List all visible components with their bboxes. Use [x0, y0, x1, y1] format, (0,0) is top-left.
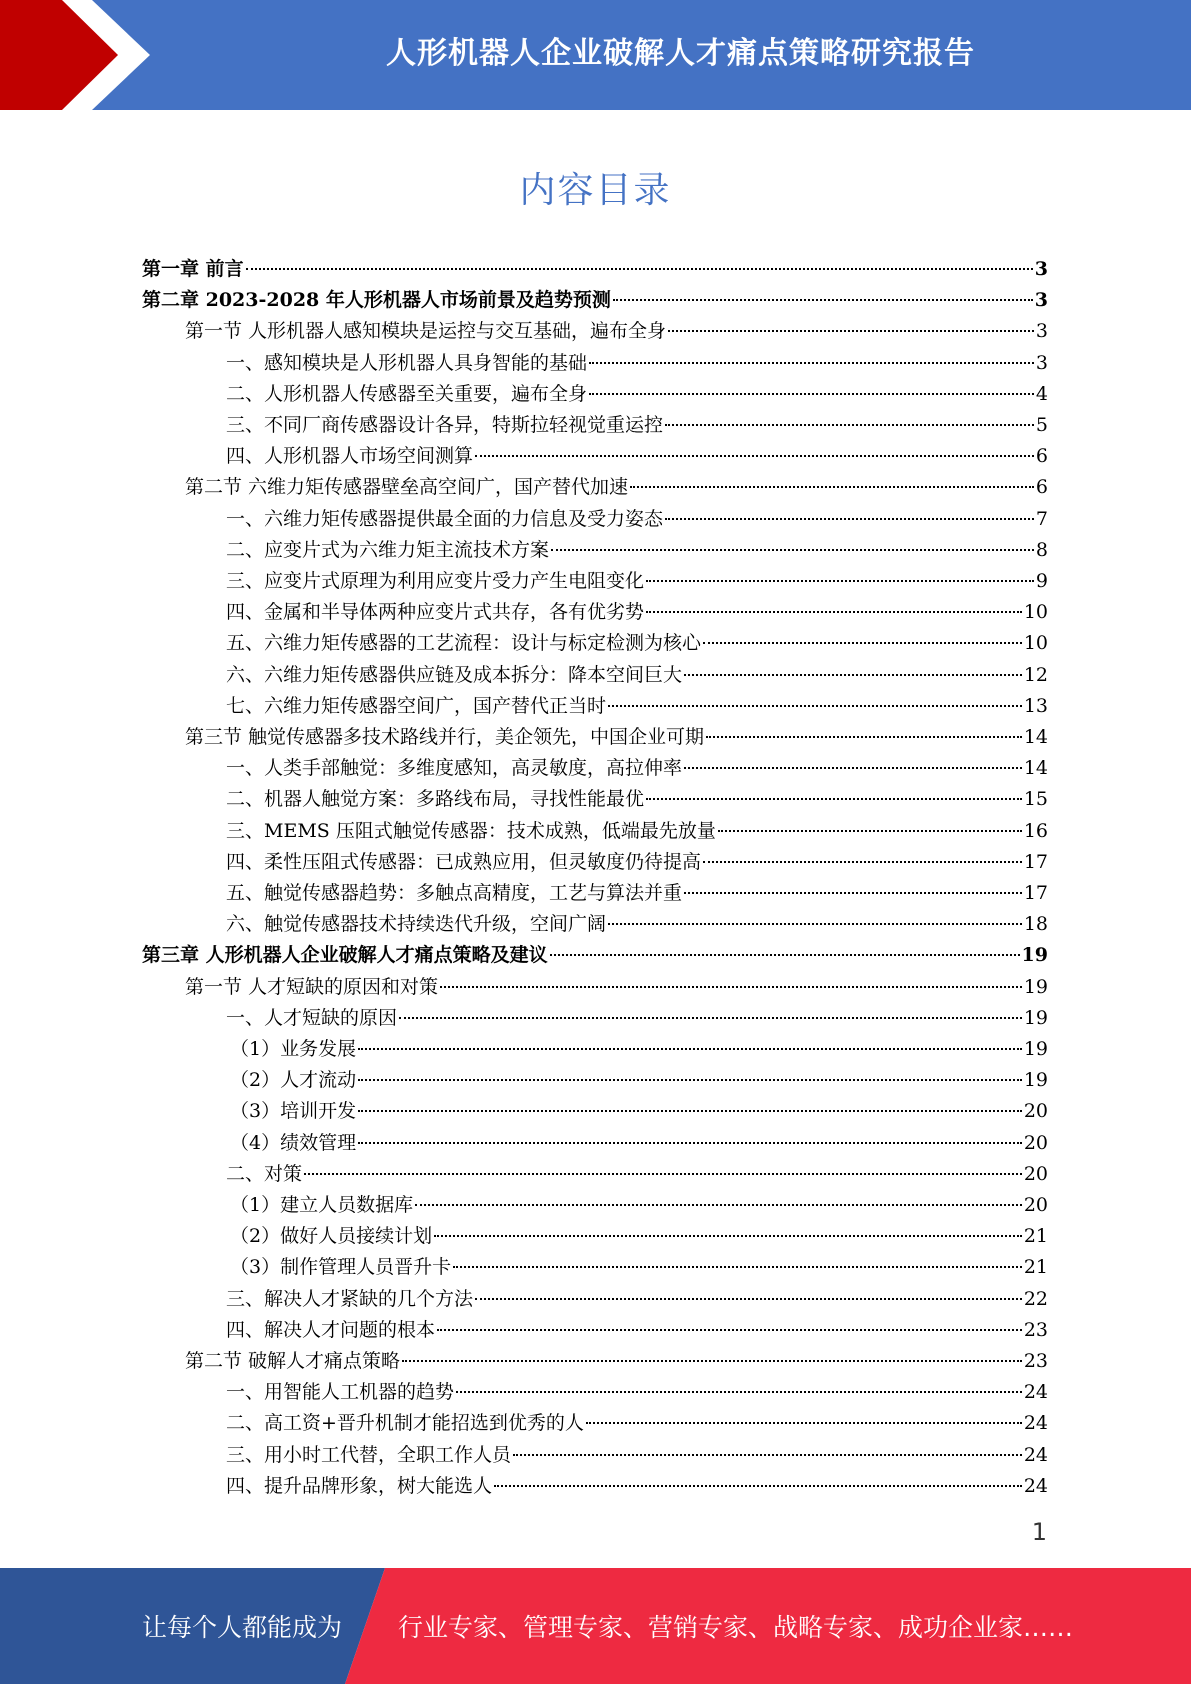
footer-band — [0, 1568, 1191, 1684]
toc-entry[interactable] — [185, 316, 1048, 347]
toc-entry[interactable] — [185, 972, 1048, 1003]
toc-dot-leader — [513, 1454, 1022, 1456]
toc-dot-leader — [718, 830, 1022, 832]
toc-entry-title: 四、提升品牌形象，树大能选人 — [226, 1474, 493, 1497]
toc-entry[interactable] — [230, 1128, 1048, 1159]
toc-entry[interactable] — [226, 1284, 1048, 1315]
toc-entry-title: 三、应变片式原理为利用应变片受力产生电阻变化 — [226, 570, 645, 592]
toc-entry[interactable] — [226, 753, 1048, 784]
toc-entry-title: 第一章 前言 — [142, 258, 244, 280]
toc-entry-title: 四、柔性压阻式传感器：已成熟应用，但灵敏度仍待提高 — [226, 850, 702, 873]
toc-entry-title: 一、感知模块是人形机器人具身智能的基础 — [226, 351, 588, 374]
toc-entry[interactable] — [226, 1159, 1048, 1190]
toc-entry-title: 五、六维力矩传感器的工艺流程：设计与标定检测为核心 — [226, 632, 702, 655]
toc-entry-page: 20 — [1023, 1162, 1048, 1185]
toc-entry-title: （2）做好人员接续计划 — [230, 1225, 433, 1248]
toc-entry[interactable] — [226, 379, 1048, 410]
toc-entry-title: 三、用小时工代替，全职工作人员 — [226, 1443, 512, 1466]
toc-entry-title: （4）绩效管理 — [230, 1131, 357, 1154]
toc-entry[interactable] — [142, 940, 1048, 971]
toc-dot-leader — [475, 455, 1034, 457]
toc-entry-title: 三、MEMS 压阻式触觉传感器：技术成熟，低端最先放量 — [226, 819, 716, 842]
toc-dot-leader — [706, 736, 1022, 738]
toc-dot-leader — [399, 1017, 1022, 1019]
toc-entry-title: 二、应变片式为六维力矩主流技术方案 — [226, 538, 550, 561]
toc-entry-page: 23 — [1023, 1350, 1048, 1372]
toc-dot-leader — [586, 1422, 1022, 1424]
toc-entry[interactable] — [230, 1252, 1048, 1283]
toc-entry-page: 9 — [1035, 570, 1048, 592]
toc-entry-title: （3）制作管理人员晋升卡 — [230, 1256, 452, 1279]
toc-dot-leader — [703, 642, 1022, 644]
toc-entry-page: 10 — [1023, 601, 1048, 624]
toc-entry-title: 三、不同厂商传感器设计各异，特斯拉轻视觉重运控 — [226, 414, 664, 436]
toc-entry-page: 19 — [1023, 1006, 1048, 1029]
toc-entry-page: 19 — [1021, 944, 1048, 967]
toc-dot-leader — [646, 580, 1034, 582]
toc-entry-title: 一、人类手部触觉：多维度感知，高灵敏度，高拉伸率 — [226, 757, 683, 780]
toc-entry[interactable] — [226, 816, 1048, 847]
report-title: 人形机器人企业破解人才痛点策略研究报告 — [386, 36, 975, 71]
toc-entry-page: 3 — [1034, 258, 1048, 280]
toc-entry[interactable] — [226, 628, 1048, 659]
toc-entry[interactable] — [226, 441, 1048, 472]
toc-entry-page: 3 — [1035, 320, 1048, 343]
footer-slogan-right: 行业专家、管理专家、营销专家、战略专家、成功企业家…… — [398, 1613, 1074, 1642]
toc-entry[interactable] — [226, 909, 1048, 940]
toc-entry[interactable] — [142, 254, 1048, 285]
toc-entry[interactable] — [226, 410, 1048, 441]
toc-entry[interactable] — [226, 660, 1048, 691]
toc-dot-leader — [684, 674, 1022, 676]
toc-entry-title: 六、六维力矩传感器供应链及成本拆分：降本空间巨大 — [226, 663, 683, 686]
toc-entry-title: 第三章 人形机器人企业破解人才痛点策略及建议 — [142, 944, 548, 967]
toc-entry[interactable] — [230, 1190, 1048, 1221]
toc-entry[interactable] — [185, 1346, 1048, 1377]
toc-entry-page: 23 — [1023, 1318, 1048, 1341]
header-band — [0, 0, 1191, 110]
toc-entry-title: 二、人形机器人传感器至关重要，遍布全身 — [226, 382, 588, 405]
toc-entry-page: 24 — [1023, 1443, 1048, 1466]
footer-slogan-left: 让每个人都能成为 — [142, 1613, 343, 1642]
toc-entry[interactable] — [226, 566, 1048, 597]
toc-entry-page: 17 — [1023, 882, 1048, 904]
toc-entry-title: 第二章 2023-2028 年人形机器人市场前景及趋势预测 — [142, 289, 611, 312]
toc-entry[interactable] — [230, 1096, 1048, 1127]
toc-entry-page: 19 — [1023, 1069, 1048, 1092]
toc-dot-leader — [475, 1298, 1022, 1300]
toc-dot-leader — [665, 424, 1034, 426]
toc-entry[interactable] — [226, 597, 1048, 628]
toc-entry-title: 第二节 六维力矩传感器壁垒高空间广，国产替代加速 — [185, 476, 629, 499]
toc-entry-title: 二、机器人触觉方案：多路线布局，寻找性能最优 — [226, 788, 645, 811]
toc-dot-leader — [358, 1142, 1022, 1144]
toc-entry-page: 14 — [1023, 757, 1048, 780]
toc-entry-page: 22 — [1023, 1287, 1048, 1310]
toc-entry-page: 12 — [1023, 663, 1048, 686]
toc-entry-page: 21 — [1023, 1256, 1048, 1279]
toc-entry[interactable] — [226, 348, 1048, 379]
toc-dot-leader — [246, 268, 1033, 270]
toc-entry-title: 七、六维力矩传感器空间广，国产替代正当时 — [226, 694, 607, 717]
toc-dot-leader — [703, 861, 1022, 863]
toc-entry[interactable] — [226, 1003, 1048, 1034]
toc-entry-page: 20 — [1023, 1100, 1048, 1123]
toc-entry[interactable] — [185, 722, 1048, 753]
toc-heading: 内容目录 — [519, 170, 672, 211]
toc-entry[interactable] — [226, 691, 1048, 722]
toc-dot-leader — [630, 486, 1034, 488]
toc-entry-title: 二、对策 — [226, 1162, 303, 1185]
toc-entry-page: 13 — [1023, 694, 1048, 717]
toc-entry-title: 四、人形机器人市场空间测算 — [226, 445, 474, 468]
toc-entry-title: （3）培训开发 — [230, 1100, 357, 1123]
toc-dot-leader — [646, 798, 1022, 800]
toc-entry[interactable] — [185, 472, 1048, 503]
toc-entry-page: 4 — [1035, 382, 1048, 405]
toc-entry[interactable] — [226, 1315, 1048, 1346]
toc-entry[interactable] — [230, 1221, 1048, 1252]
toc-entry-page: 7 — [1035, 507, 1048, 530]
toc-dot-leader — [453, 1266, 1022, 1268]
toc-entry-page: 18 — [1023, 913, 1048, 936]
toc-dot-leader — [608, 705, 1022, 707]
toc-entry-title: 第一节 人才短缺的原因和对策 — [185, 975, 439, 998]
toc-entry-title: 六、触觉传感器技术持续迭代升级，空间广阔 — [226, 913, 607, 936]
toc-entry-title: 一、用智能人工机器的趋势 — [226, 1381, 455, 1404]
toc-entry[interactable] — [226, 535, 1048, 566]
toc-entry-title: 一、人才短缺的原因 — [226, 1006, 398, 1029]
toc-entry-page: 10 — [1023, 632, 1048, 655]
toc-entry[interactable] — [230, 1065, 1048, 1096]
toc-dot-leader — [456, 1391, 1022, 1393]
toc-dot-leader — [665, 518, 1034, 520]
toc-entry-title: 二、高工资+晋升机制才能招选到优秀的人 — [226, 1412, 584, 1435]
toc-entry-page: 20 — [1023, 1194, 1048, 1216]
toc-entry-page: 24 — [1023, 1381, 1048, 1404]
toc-entry-page: 19 — [1023, 1038, 1048, 1060]
toc-dot-leader — [402, 1360, 1022, 1362]
toc-entry[interactable] — [142, 285, 1048, 316]
toc-entry-page: 3 — [1035, 351, 1048, 374]
toc-dot-leader — [551, 549, 1034, 551]
toc-entry[interactable] — [226, 784, 1048, 815]
toc-dot-leader — [646, 611, 1022, 613]
toc-entry-title: 第一节 人形机器人感知模块是运控与交互基础，遍布全身 — [185, 320, 667, 343]
toc-entry-title: 第二节 破解人才痛点策略 — [185, 1350, 401, 1372]
toc-entry[interactable] — [226, 504, 1048, 535]
toc-dot-leader — [684, 892, 1022, 894]
toc-entry-page: 5 — [1035, 414, 1048, 436]
toc-dot-leader — [440, 986, 1022, 988]
toc-dot-leader — [358, 1048, 1022, 1050]
toc-entry[interactable] — [226, 1440, 1048, 1471]
toc-entry-page: 15 — [1023, 788, 1048, 811]
toc-dot-leader — [494, 1485, 1022, 1487]
toc-entry-page: 6 — [1035, 476, 1048, 499]
toc-entry-title: 四、解决人才问题的根本 — [226, 1318, 436, 1341]
toc-dot-leader — [437, 1329, 1022, 1331]
toc-entry-page: 21 — [1023, 1225, 1048, 1248]
toc-entry-title: 一、六维力矩传感器提供最全面的力信息及受力姿态 — [226, 507, 664, 530]
toc-entry[interactable] — [226, 1377, 1048, 1408]
toc-entry[interactable] — [226, 847, 1048, 878]
toc-entry-page: 17 — [1023, 850, 1048, 873]
toc-entry-title: 五、触觉传感器趋势：多触点高精度，工艺与算法并重 — [226, 882, 683, 904]
toc-entry-page: 24 — [1023, 1412, 1048, 1435]
toc-entry-title: （1）建立人员数据库 — [230, 1194, 414, 1216]
toc-dot-leader — [415, 1204, 1022, 1206]
toc-dot-leader — [608, 923, 1022, 925]
toc-entry-page: 20 — [1023, 1131, 1048, 1154]
toc-entry[interactable] — [226, 878, 1048, 909]
toc-entry-title: 三、解决人才紧缺的几个方法 — [226, 1287, 474, 1310]
toc-dot-leader — [668, 330, 1034, 332]
toc-entry-page: 6 — [1035, 445, 1048, 468]
toc-entry-title: 第三节 触觉传感器多技术路线并行，美企领先，中国企业可期 — [185, 726, 705, 748]
toc-dot-leader — [358, 1079, 1022, 1081]
toc-dot-leader — [589, 393, 1034, 395]
toc-dot-leader — [613, 299, 1033, 301]
toc-entry-page: 16 — [1023, 819, 1048, 842]
toc-entry[interactable] — [230, 1034, 1048, 1065]
toc-dot-leader — [589, 362, 1034, 364]
toc-entry-title: （2）人才流动 — [230, 1069, 357, 1092]
toc-dot-leader — [358, 1110, 1022, 1112]
page-number: 1 — [1031, 1518, 1047, 1546]
toc-entry-page: 3 — [1034, 289, 1048, 312]
toc-entry-title: （1）业务发展 — [230, 1038, 357, 1060]
toc-entry-page: 14 — [1023, 726, 1048, 748]
toc-dot-leader — [304, 1173, 1022, 1175]
toc-entry-page: 8 — [1035, 538, 1048, 561]
toc-entry[interactable] — [226, 1471, 1048, 1502]
toc-entry-title: 四、金属和半导体两种应变片式共存，各有优劣势 — [226, 601, 645, 624]
toc-dot-leader — [684, 767, 1022, 769]
toc-dot-leader — [434, 1235, 1022, 1237]
toc-entry[interactable] — [226, 1408, 1048, 1439]
toc-entry-page: 19 — [1023, 975, 1048, 998]
toc-entry-page: 24 — [1023, 1474, 1048, 1497]
toc-dot-leader — [550, 954, 1020, 956]
